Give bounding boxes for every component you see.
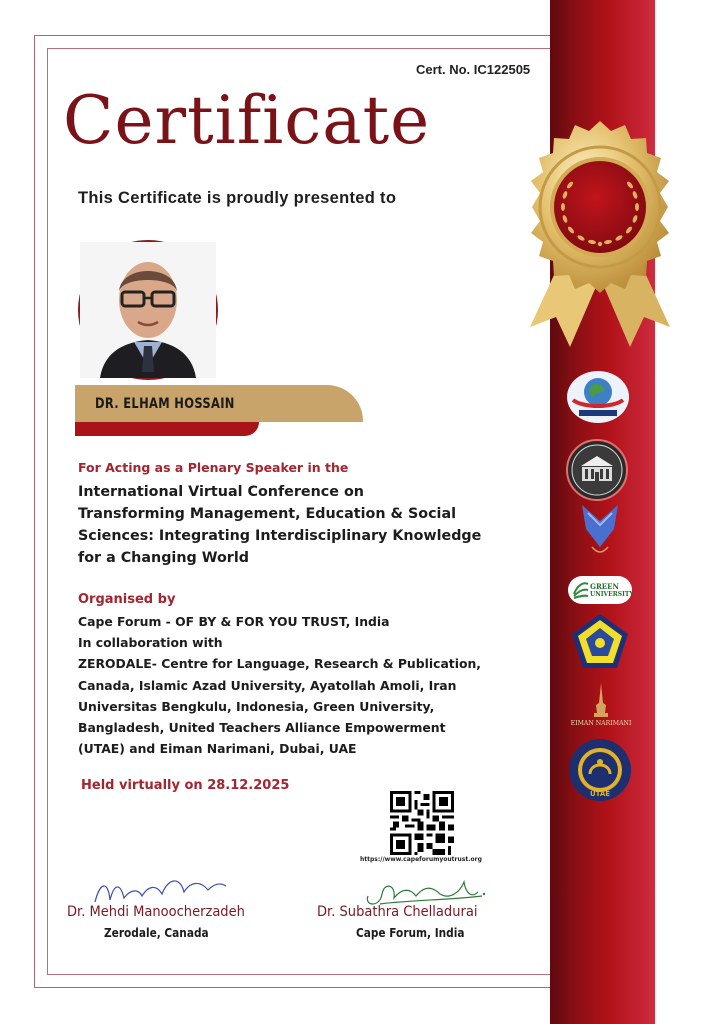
qr-url-text[interactable]: https://www.capeforumyoutrust.org: [360, 856, 482, 863]
qr-code-icon[interactable]: [390, 791, 454, 855]
conference-line: Transforming Management, Education & Social: [78, 506, 456, 522]
universitas-bengkulu-logo-icon: [570, 612, 630, 670]
svg-text:EIMAN NARIMANI: EIMAN NARIMANI: [570, 720, 632, 727]
role-label: For Acting as a Plenary Speaker in the: [78, 460, 349, 475]
organiser-line: Canada, Islamic Azad University, Ayatollah Amoli, Iran: [78, 677, 457, 693]
signatory-1-name: Dr. Mehdi Manoocherzadeh: [67, 904, 245, 920]
person-portrait-icon: [80, 242, 216, 378]
university-building-logo-icon: [565, 438, 629, 502]
svg-text:UTAE: UTAE: [589, 790, 611, 798]
certificate-number: Cert. No. IC122505: [416, 62, 531, 77]
islamic-azad-university-logo-icon: [580, 503, 620, 563]
utae-logo-icon: [568, 738, 632, 802]
certificate-title: Certificate: [63, 82, 431, 159]
gold-medal-seal-icon: [508, 112, 692, 362]
organiser-line: Cape Forum - OF BY & FOR YOU TRUST, India: [78, 614, 390, 629]
organiser-line: In collaboration with: [78, 635, 223, 651]
green-university-logo-icon: [568, 576, 632, 604]
organiser-line: ZERODALE- Centre for Language, Research & Publication,: [78, 656, 482, 672]
held-date: Held virtually on 28.12.2025: [81, 778, 290, 793]
signatory-2-affiliation: Cape Forum, India: [356, 926, 465, 940]
signatory-1-affiliation: Zerodale, Canada: [104, 926, 209, 940]
organiser-block: [78, 611, 548, 759]
svg-text:UNIVERSITY: UNIVERSITY: [590, 591, 634, 598]
green-university-logo: [568, 576, 632, 604]
recipient-name: DR. ELHAM HOSSAIN: [95, 396, 235, 412]
conference-title: [78, 481, 548, 569]
svg-text:GREEN: GREEN: [590, 582, 619, 591]
organised-by-label: Organised by: [78, 592, 176, 607]
organiser-line: Universitas Bengkulu, Indonesia, Green University,: [78, 698, 435, 714]
eiman-narimani-logo-icon: [570, 683, 632, 729]
organiser-line: (UTAE) and Eiman Narimani, Dubai, UAE: [78, 741, 357, 757]
name-banner-red: [75, 422, 259, 436]
organiser-line: Bangladesh, United Teachers Alliance Empowerment: [78, 720, 446, 736]
presented-to-label: This Certificate is proudly presented to: [78, 189, 397, 207]
conference-line: International Virtual Conference on: [78, 484, 364, 500]
conference-line: Sciences: Integrating Interdisciplinary Knowledge: [78, 528, 482, 544]
signatory-2-name: Dr. Subathra Chelladurai: [317, 904, 478, 920]
cape-forum-globe-logo-icon: [565, 370, 631, 424]
recipient-photo: [78, 240, 218, 380]
conference-line: for a Changing World: [78, 550, 249, 566]
